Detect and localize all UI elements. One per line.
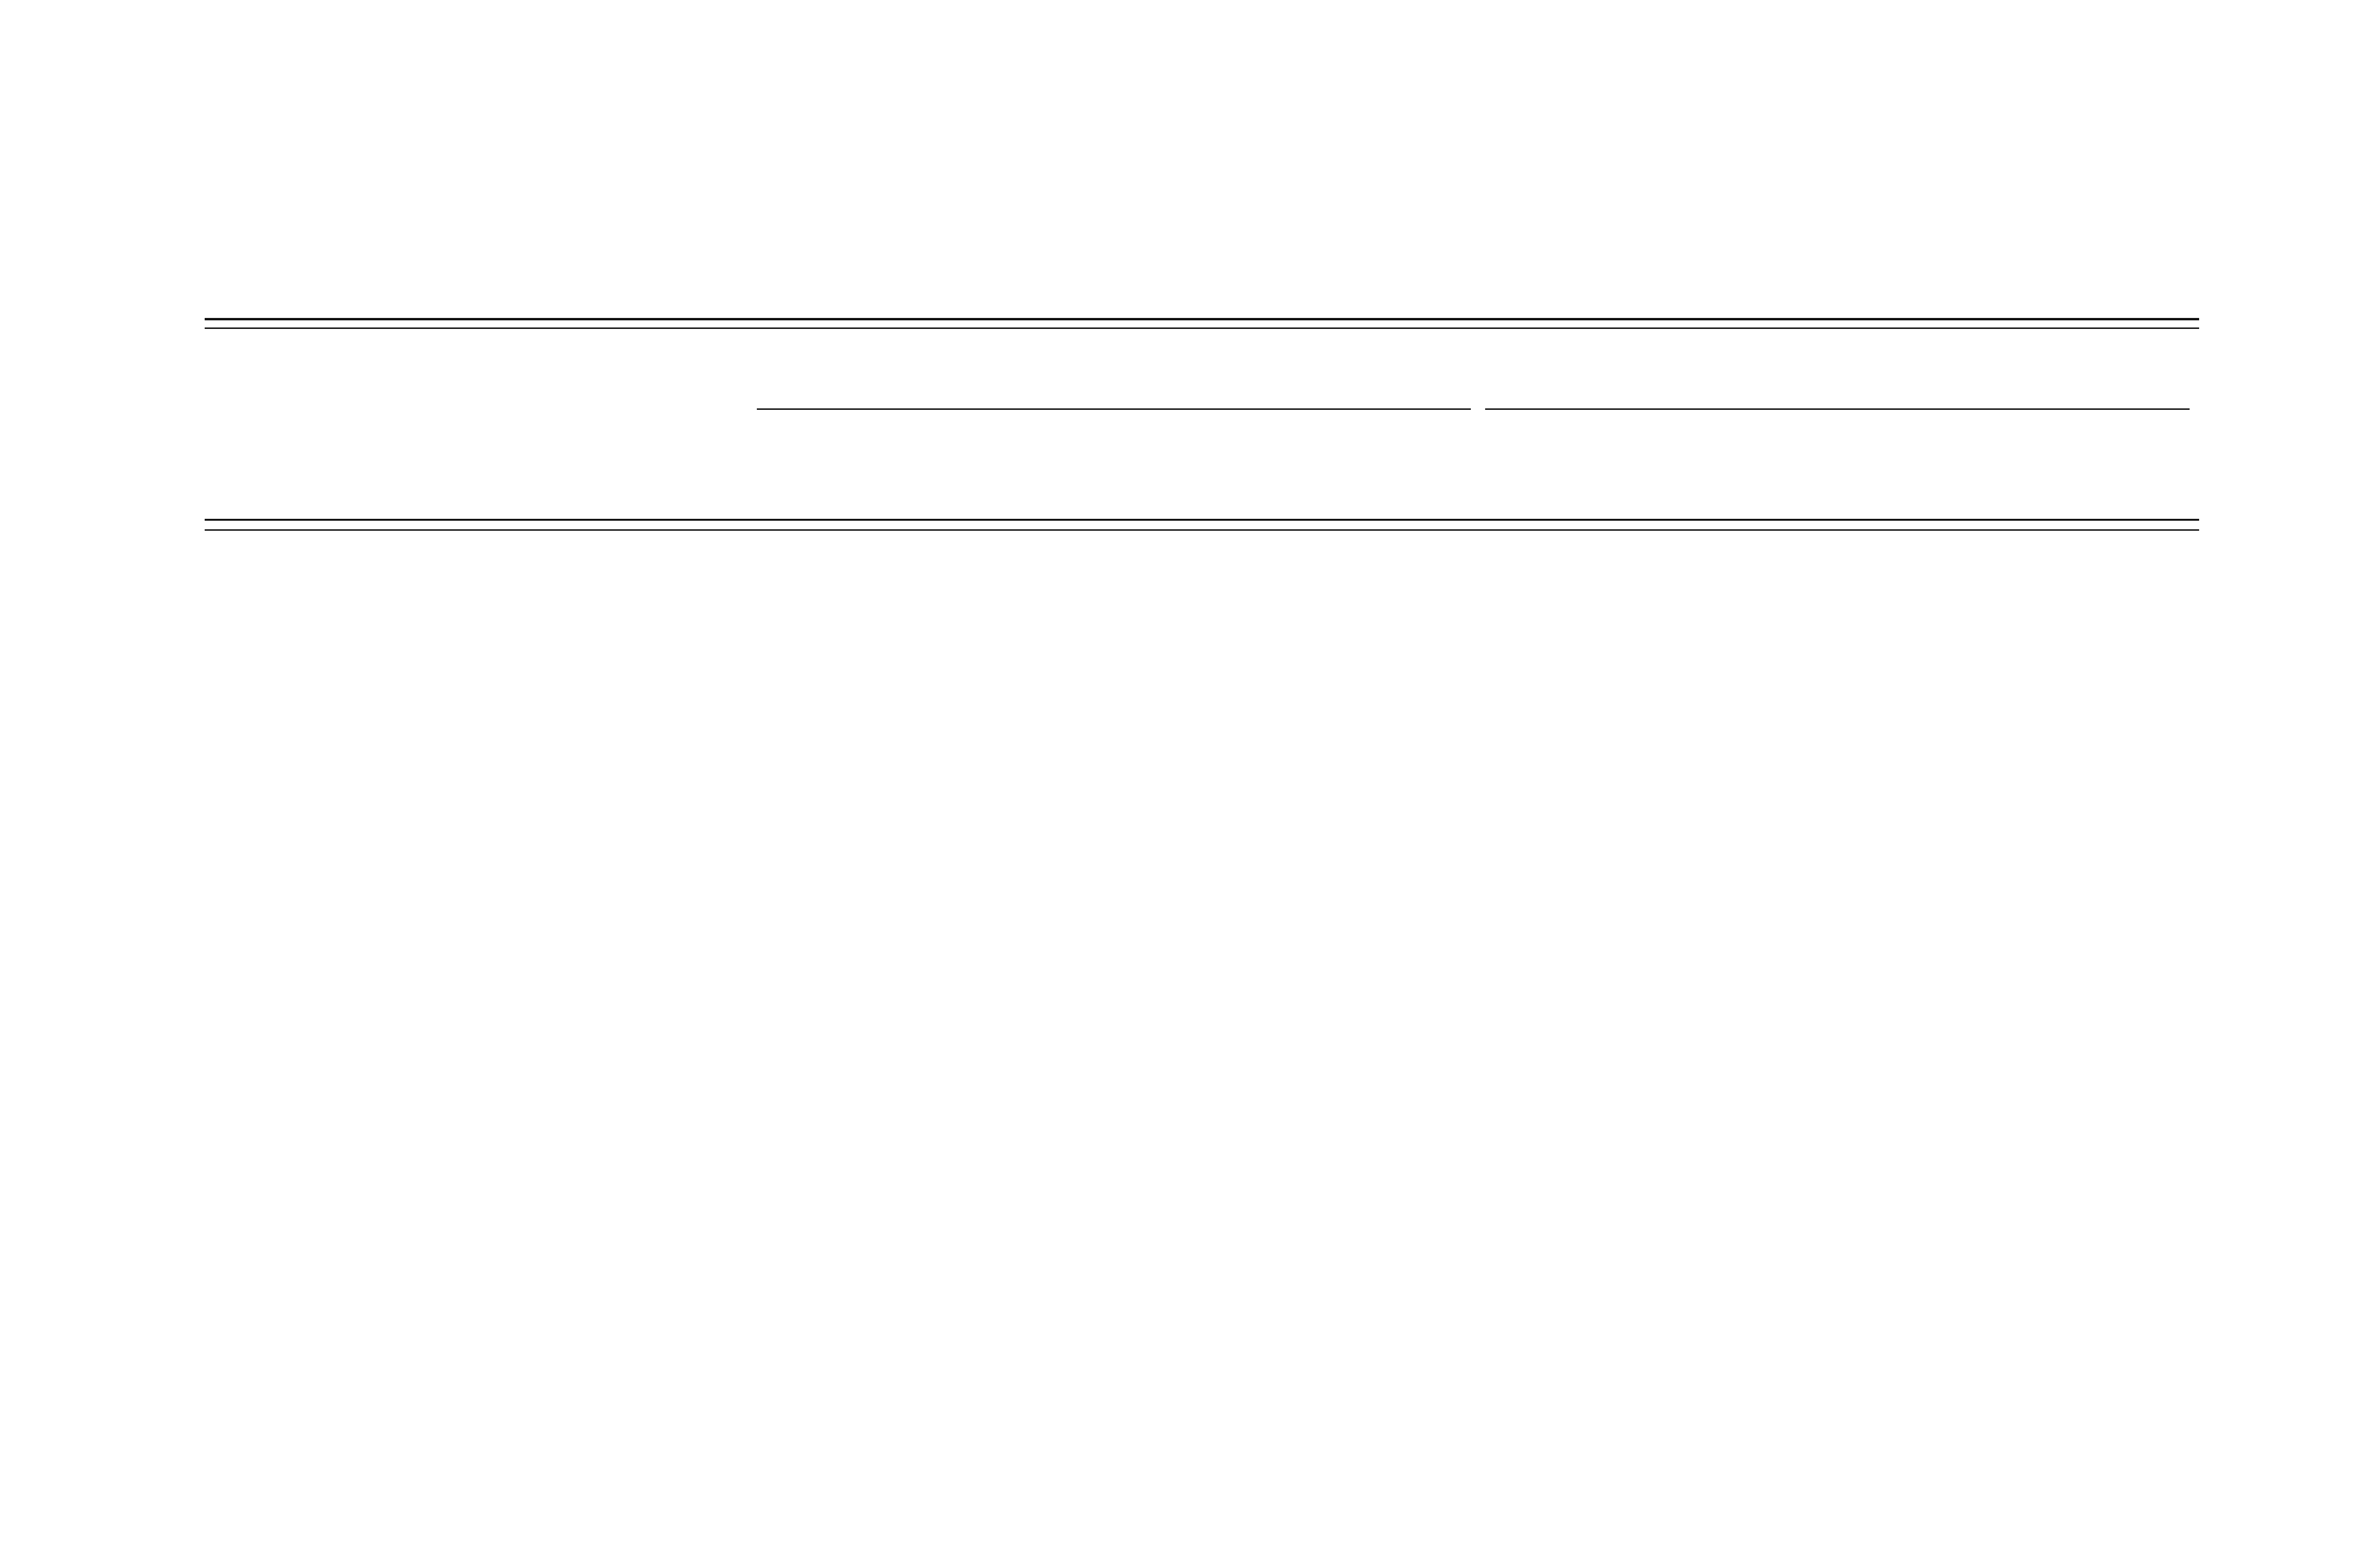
header-bottom-rule [205,519,2199,521]
body-top-rule [205,529,2199,531]
top-rule-2 [205,327,2199,329]
top-rule [205,318,2199,320]
group-rule-president [757,408,1471,410]
group-rule-governor [1485,408,2190,410]
